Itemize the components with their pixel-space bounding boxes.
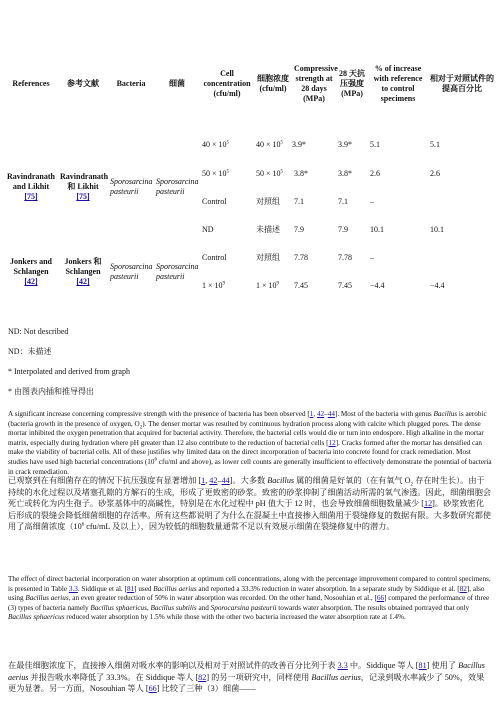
citation-link[interactable]: 1 (309, 410, 314, 418)
reference-cell-cn (58, 244, 108, 300)
concentration-cell-cn: $1 \times 10^9$ (256, 280, 280, 290)
reference-link[interactable]: [42] (76, 277, 90, 286)
header-cell-concentration-cn: 细胞浓度 (cfu/ml) (257, 74, 289, 93)
percent-cell: – (370, 196, 374, 206)
citation-link[interactable]: 82 (198, 672, 207, 682)
percent-cell-cn: 10.1 (430, 224, 444, 234)
header-references-cn: 参考文献 (67, 79, 99, 88)
concentration-cell: Control (202, 196, 227, 206)
header-compressive-strength: Compressive strength at 28 days (MPa) (294, 64, 338, 103)
citation-link[interactable]: 81 (126, 584, 135, 593)
header-compressive-strength-cn: 28 天抗压强度 (MPa) (339, 69, 365, 98)
concentration-cell: $1 \times 10^9$ (202, 280, 226, 290)
table-header-row (4, 38, 496, 130)
percent-cell: 5.1 (370, 139, 380, 149)
percent-cell-cn (428, 244, 496, 271)
note-interpolated: * Interpolated and derived from graph (8, 367, 130, 376)
strength-cell-cn: 7.45 (338, 280, 352, 290)
paragraph-water-absorption-cn: 在最佳细胞浓度下，直接掺入细菌对吸水率的影响以及相对于对照试件的改善百分比列于表 3.3 中。Siddique 等人 [81] 使用了 Bacillus aerius 并报告吸水率降低了 33.3%。在 Siddique 等人 [82] 的另一项研究中，同样使用 Bacillus aerius，记录到吸水率减少了 50%，效果更为显著。另一方面，Nosouhian 等人 [66] 比较了三种（3）细菌—— (8, 661, 485, 694)
percent-cell-cn: 2.6 (430, 168, 440, 178)
paragraph-compressive-strength: A significant increase concerning compressive strength with the presence of bacteria has been observed [1, 42–44]. Most of the bacteria with genus Bacillus is aerobic (bacteria growth in the presence of oxygen, $O_2$). The denser mortar was resulted by continuous hydration process along with calcite which plugged pores. The dense mortar inhibited the oxygen penetration that acquired for bacterial activity. Therefore, the bacterial cells would die or turn into endospore. High alkaline in the mortar matrix, especially during hydration where pH greater than 12 also contribute to the reduction of bacterial cells [12]. Cracks formed after the mortar has densified can make the viability of bacterial cells. All of these justifies why limited data on the direct incorporation of bacteria into concrete found for crack remediation. Most studies have used high bacterial concentrations ($10^6$ cfu/ml and above), as lower cell counts are generally insufficient to effectively demonstrate the potential of bacteria in crack remediation. (8, 410, 492, 476)
note-nd-cn: ND：未描述 (8, 347, 52, 356)
strength-cell-cn: 7.78 (338, 252, 352, 262)
strength-cell-cn: 7.1 (338, 196, 348, 206)
citation-link[interactable]: 12 (328, 438, 336, 447)
reference-cell (4, 244, 58, 300)
table-row (4, 244, 496, 271)
citation-link[interactable]: 44 (327, 410, 335, 418)
bacteria-cell-cn: Sporosarcina pasteurii (156, 262, 199, 281)
strength-cell-cn: 3.9* (338, 139, 352, 149)
reference-name-cn: Jonkers 和 Schlangen (64, 257, 102, 276)
strength-cell: 7.9 (294, 224, 304, 234)
citation-link[interactable]: 42 (209, 476, 218, 485)
header-cell-concentration: Cell concentration (cfu/ml) (203, 69, 251, 98)
concentration-cell: $50 \times 10^5$ (202, 168, 230, 178)
bacteria-cell: Sporosarcina pasteurii (110, 177, 153, 196)
reference-name: Jonkers and Schlangen (9, 257, 52, 276)
strength-cell-cn: 3.8* (338, 168, 352, 178)
percent-cell: 2.6 (370, 168, 380, 178)
note-nd: ND: Not described (8, 327, 69, 336)
citation-link[interactable]: 66 (376, 594, 385, 603)
strength-cell: 7.78 (294, 252, 308, 262)
reference-name: Ravindranath and Likhit (6, 172, 55, 191)
table-link[interactable]: 3.3 (68, 584, 78, 593)
strength-cell: 7.45 (294, 280, 308, 290)
percent-cell: 10.1 (370, 224, 384, 234)
table-row (4, 130, 496, 159)
percent-cell: – (370, 252, 374, 262)
citation-link[interactable]: 44 (221, 476, 230, 485)
header-percent-increase: % of increase with reference to control specimens (373, 64, 423, 103)
concentration-cell-cn: $50 \times 10^5$ (256, 168, 284, 178)
concentration-cell-cn: 对照组 (256, 252, 280, 262)
reference-cell (4, 130, 58, 244)
concentration-cell: ND (202, 224, 214, 234)
percent-cell-cn: −4.4 (430, 280, 445, 290)
compressive-strength-table (4, 38, 496, 300)
concentration-cell: $40 \times 10^5$ (202, 139, 230, 149)
percent-cell-cn: 5.1 (430, 139, 440, 149)
reference-name-cn: Ravindranath 和 Likhit (60, 172, 109, 191)
citation-link[interactable]: 66 (148, 684, 157, 694)
bacteria-cell: Sporosarcina pasteurii (110, 262, 153, 281)
strength-cell: 3.9* (292, 139, 306, 149)
reference-link[interactable]: [42] (24, 277, 38, 286)
citation-link[interactable]: 12 (423, 499, 433, 509)
paragraph-water-absorption: The effect of direct bacterial incorporation on water absorption at optimum cell concentrations, along with the percentage improvement compared to control specimens, is presented in Table 3.3. Siddique et al. [81] used Bacillus aerius and reported a 33.3% reduction in water absorption. In a separate study by Siddique et al. [82], also using Bacillus aerius, an even greater reduction of 50% in water absorption was recorded. On the other hand, Nosouhian et al., [66] compared the performance of three (3) types of bacteria namely Bacillus sphaericus, Bacillus subtilis and Sporocarsina pasteurii towards water absorption. The results obtained portrayed that only Bacillus sphaericus reduced water absorption by 1.5% while those with the other two bacteria increased the water absorption rate at 1.4%. (8, 575, 491, 622)
strength-cell: 3.8* (294, 168, 308, 178)
reference-link[interactable]: [75] (24, 192, 38, 201)
concentration-cell-cn: 未描述 (256, 224, 280, 234)
strength-cell-cn: 7.9 (338, 224, 348, 234)
citation-link[interactable]: 1 (201, 476, 206, 485)
reference-link[interactable]: [75] (76, 192, 90, 201)
concentration-cell-cn: 对照组 (256, 196, 280, 206)
reference-cell-cn (58, 130, 108, 244)
table-link[interactable]: 3.3 (337, 661, 348, 670)
concentration-cell-cn: $40 \times 10^5$ (256, 139, 284, 149)
header-bacteria-cn: 细菌 (169, 79, 185, 88)
header-references: References (12, 79, 50, 88)
bacteria-cell-cn: Sporosarcina pasteurii (156, 177, 199, 196)
header-bacteria: Bacteria (116, 79, 146, 88)
concentration-cell: Control (202, 252, 227, 262)
citation-link[interactable]: 42 (316, 410, 325, 418)
note-interpolated-cn: * 由图表内插和推导得出 (8, 387, 94, 396)
citation-link[interactable]: 82 (459, 584, 467, 593)
header-percent-increase-cn: 相对于对照试件的提高百分比 (430, 74, 494, 93)
paragraph-compressive-strength-cn: 已观察到在有细菌存在的情况下抗压强度有显著增加 [1, 42–44]。大多数 Bacillus 属的细菌是好氧的（在有氧气 $O_2$ 存在时生长）。由于持续的水化过程以及堵塞孔隙的方解石的生成，形成了更致密的砂浆。致密的砂浆抑制了细菌活动所需的氧气渗透。因此，细菌细胞会死亡或转化为内生孢子。砂浆基体中的高碱性，特别是在水化过程中 pH 值大于 12 时，也会导致细菌细胞数量减少 [12]。砂浆致密化后形成的裂缝会降低细菌细胞的存活率。所有这些都说明了为什么在混凝土中直接掺入细菌用于裂缝修复的数据有限。大多数研究都使用了高细菌浓度（$10^6$ cfu/mL 及以上），因为较低的细胞数量通常不足以有效展示细菌在裂缝修复中的潜力。 (8, 476, 492, 532)
percent-cell: −4.4 (370, 280, 385, 290)
percent-cell-cn (428, 188, 496, 215)
citation-link[interactable]: 81 (418, 661, 427, 670)
strength-cell: 7.1 (294, 196, 304, 206)
